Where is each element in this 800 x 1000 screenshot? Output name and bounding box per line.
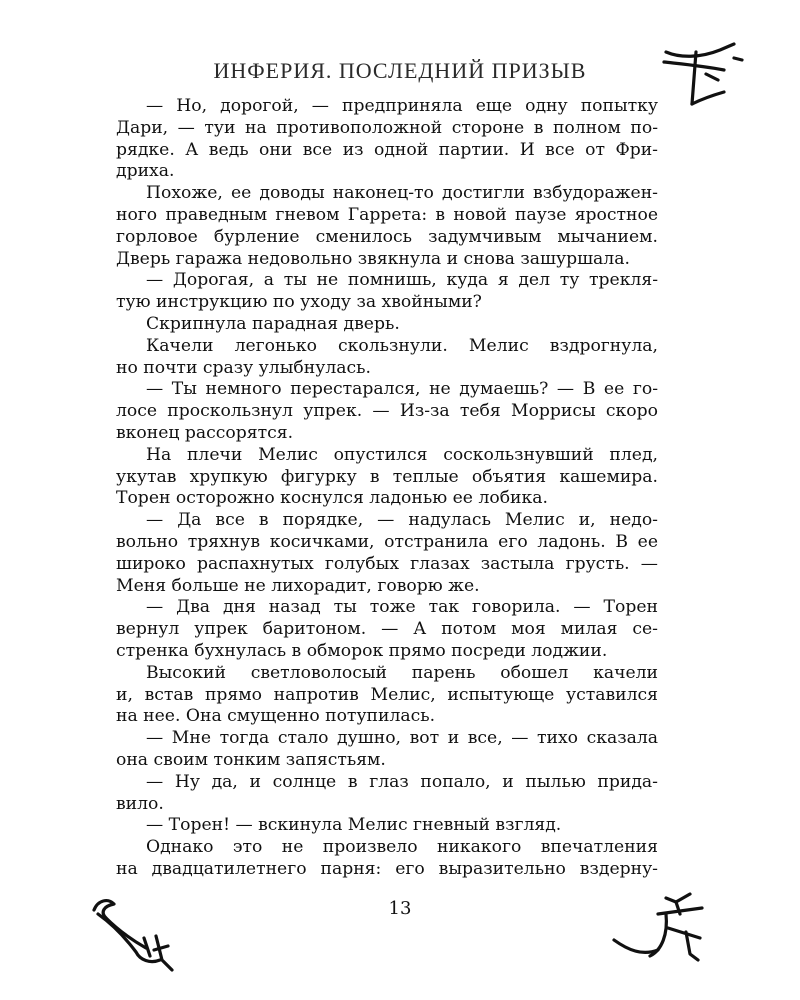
- text-line: — Мне тогда стало душно, вот и все, — тихо сказала: [146, 728, 658, 749]
- running-header: ИНФЕРИЯ. ПОСЛЕДНИЙ ПРИЗЫВ: [213, 58, 587, 83]
- text-line: лосе проскользнул упрек. — Из-за тебя Моррисы скоро: [116, 401, 658, 422]
- text-line: вернул упрек баритоном. — А потом моя милая се-: [116, 619, 658, 640]
- text-line: ного праведным гневом Гаррета: в новой паузе яростное: [116, 204, 658, 225]
- text-line: Однако это не произвело никакого впечатления: [146, 837, 658, 858]
- text-line: дриха.: [116, 161, 175, 182]
- text-line: вконец рассорятся.: [116, 422, 294, 443]
- text-line: она своим тонким запястьям.: [116, 749, 386, 770]
- text-line: — Торен! — вскинула Мелис гневный взгляд.: [146, 815, 562, 836]
- rune-ornament-top-right-icon: [660, 40, 750, 120]
- text-line: — Да все в порядке, — надулась Мелис и, недо-: [146, 510, 658, 531]
- text-line: — Дорогая, а ты не помнишь, куда я дел ту трекля-: [146, 270, 658, 291]
- text-line: — Но, дорогой, — предприняла еще одну попытку: [146, 96, 658, 116]
- text-line: горловое бурление сменилось задумчивым мычанием.: [116, 226, 658, 247]
- text-line: широко распахнутых голубых глазах застыла грусть. —: [116, 553, 658, 574]
- body-text: [116, 96, 658, 881]
- rune-ornament-bottom-left-icon: [84, 890, 184, 980]
- text-line: вольно тряхнув косичками, отстранила его ладонь. В ее: [116, 531, 658, 552]
- text-line: вило.: [116, 793, 164, 814]
- text-line: На плечи Мелис опустился соскользнувший плед,: [146, 444, 658, 465]
- rune-ornament-bottom-right-icon: [606, 884, 716, 974]
- text-line: — Ты немного перестарался, не думаешь? — В ее го-: [146, 379, 658, 400]
- text-line: Скрипнула парадная дверь.: [146, 313, 400, 334]
- text-line: — Два дня назад ты тоже так говорила. — Торен: [146, 597, 658, 618]
- text-line: но почти сразу улыбнулась.: [116, 357, 371, 378]
- text-line: Похоже, ее доводы наконец-то достигли взбудоражен-: [146, 183, 658, 204]
- text-line: Меня больше не лихорадит, говорю же.: [116, 575, 480, 596]
- text-line: Дверь гаража недовольно звякнула и снова зашуршала.: [116, 248, 630, 269]
- text-line: — Ну да, и солнце в глаз попало, и пылью прида-: [146, 771, 658, 792]
- page-number: 13: [388, 898, 412, 919]
- text-line: Высокий светловолосый парень обошел качели: [146, 662, 658, 683]
- text-line: рядке. А ведь они все из одной партии. И все от Фри-: [116, 139, 658, 160]
- text-line: Качели легонько скользнули. Мелис вздрогнула,: [146, 335, 658, 356]
- text-line: Торен осторожно коснулся ладонью ее лобика.: [116, 488, 548, 509]
- text-line: тую инструкцию по уходу за хвойными?: [116, 292, 482, 313]
- text-line: укутав хрупкую фигурку в теплые объятия кашемира.: [116, 466, 658, 487]
- text-line: и, встав прямо напротив Мелис, испытующе уставился: [116, 684, 658, 705]
- text-line: Дари, — туи на противоположной стороне в полном по-: [116, 117, 658, 138]
- text-line: на нее. Она смущенно потупилась.: [116, 706, 436, 727]
- text-line: на двадцатилетнего парня: его выразительно вздерну-: [116, 858, 658, 879]
- text-line: стренка бухнулась в обморок прямо посреди лоджии.: [116, 640, 608, 661]
